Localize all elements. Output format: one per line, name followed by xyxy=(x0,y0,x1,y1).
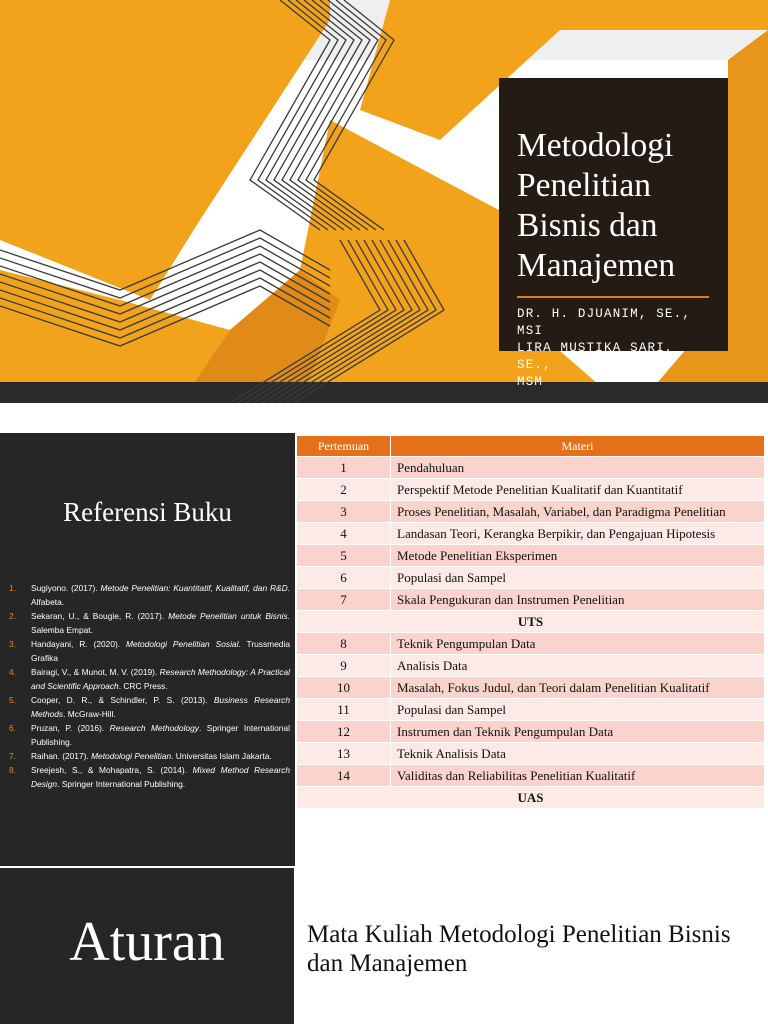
reference-item xyxy=(9,749,290,763)
author-list xyxy=(517,306,710,391)
reference-text xyxy=(31,637,290,665)
reference-authors: Sreejesh, S., & Mohapatra, S. (2014). xyxy=(31,765,193,775)
material-cell: Populasi dan Sampel xyxy=(391,567,765,589)
reference-text xyxy=(31,749,290,763)
table-header-row xyxy=(297,436,765,457)
meeting-number-cell: 9 xyxy=(297,655,391,677)
reference-book-title: Research Methodology xyxy=(109,723,199,733)
reference-text xyxy=(31,665,290,693)
cover-slide xyxy=(0,0,768,403)
schedule-table xyxy=(296,435,765,809)
reference-number: 7. xyxy=(9,751,16,761)
table-row xyxy=(297,765,765,787)
table-row xyxy=(297,787,765,809)
author-line: MSM xyxy=(517,375,544,389)
table-row xyxy=(297,479,765,501)
meeting-number-cell: 1 xyxy=(297,457,391,479)
meeting-number-cell: 3 xyxy=(297,501,391,523)
reference-authors: Sekaran, U., & Bougie, R. (2017). xyxy=(31,611,169,621)
meeting-number-cell: 14 xyxy=(297,765,391,787)
table-row xyxy=(297,633,765,655)
material-cell: Teknik Pengumpulan Data xyxy=(391,633,765,655)
material-cell: Analisis Data xyxy=(391,655,765,677)
reference-item xyxy=(9,665,290,693)
reference-item xyxy=(9,609,290,637)
schedule-table-wrapper xyxy=(296,435,765,809)
reference-text xyxy=(31,763,290,791)
reference-item xyxy=(9,693,290,721)
reference-number: 1. xyxy=(9,583,16,593)
title-underline xyxy=(517,296,709,298)
table-row xyxy=(297,611,765,633)
reference-book-title: Metode Penelitian untuk Bisnis xyxy=(168,611,288,621)
reference-publisher: . Trussmedia Grafika xyxy=(31,639,290,663)
reference-item xyxy=(9,721,290,749)
reference-number: 4. xyxy=(9,667,16,677)
reference-publisher: . CRC Press. xyxy=(118,681,168,691)
meeting-number-cell: 7 xyxy=(297,589,391,611)
schedule-table-body xyxy=(297,457,765,809)
material-cell: Perspektif Metode Penelitian Kualitatif dan Kuantitatif xyxy=(391,479,765,501)
meeting-number-cell: 13 xyxy=(297,743,391,765)
meeting-number-cell: 8 xyxy=(297,633,391,655)
reference-book-title: Metodologi Penelitian xyxy=(91,751,172,761)
reference-item xyxy=(9,763,290,791)
material-cell: Teknik Analisis Data xyxy=(391,743,765,765)
meeting-number-cell: 5 xyxy=(297,545,391,567)
material-cell: Skala Pengukuran dan Instrumen Penelitian xyxy=(391,589,765,611)
reference-publisher: . Springer International Publishing. xyxy=(57,779,186,789)
reference-book-title: Mixed Method Research Design xyxy=(31,765,291,789)
reference-book-title: Metode Penelitian: Kuantitatif, Kualitatif, dan R&D xyxy=(100,583,288,593)
table-row xyxy=(297,589,765,611)
title-box xyxy=(499,78,728,389)
aturan-title: Aturan xyxy=(69,911,225,973)
table-row xyxy=(297,501,765,523)
reference-number: 3. xyxy=(9,639,16,649)
meeting-number-cell: 11 xyxy=(297,699,391,721)
author-line: DR. H. DJUANIM, SE., MSI xyxy=(517,307,692,338)
material-cell: Metode Penelitian Eksperimen xyxy=(391,545,765,567)
material-cell: Populasi dan Sampel xyxy=(391,699,765,721)
meeting-number-cell: 10 xyxy=(297,677,391,699)
reference-book-title: Business Research Methods xyxy=(31,695,290,719)
reference-authors: Raihan. (2017). xyxy=(31,751,92,761)
reference-item xyxy=(9,637,290,665)
table-row xyxy=(297,545,765,567)
material-cell: Pendahuluan xyxy=(391,457,765,479)
material-cell: Instrumen dan Teknik Pengumpulan Data xyxy=(391,721,765,743)
meeting-number-cell: 6 xyxy=(297,567,391,589)
orange-shape-left xyxy=(0,0,330,300)
reference-text xyxy=(31,721,290,749)
reference-number: 8. xyxy=(9,765,16,775)
reference-book-title: Metodologi Penelitian Sosial xyxy=(126,639,239,649)
table-row xyxy=(297,677,765,699)
material-cell: Proses Penelitian, Masalah, Variabel, dan Paradigma Penelitian xyxy=(391,501,765,523)
table-row xyxy=(297,457,765,479)
reference-number: 5. xyxy=(9,695,16,705)
table-row xyxy=(297,567,765,589)
exam-row-label: UTS xyxy=(297,611,765,633)
exam-row-label: UAS xyxy=(297,787,765,809)
aturan-panel xyxy=(0,868,294,1024)
references-title-text: Referensi Buku xyxy=(63,497,232,527)
reference-publisher: . Salemba Empat. xyxy=(31,611,290,635)
column-header-materi: Materi xyxy=(391,436,765,457)
aturan-course-name: Mata Kuliah Metodologi Penelitian Bisnis dan Manajemen xyxy=(307,921,731,977)
reference-publisher: . Springer International Publishing. xyxy=(31,723,290,747)
references-title xyxy=(0,497,295,528)
references-list xyxy=(9,581,290,791)
author-line: LIRA MUSTIKA SARI, SE., xyxy=(517,341,674,372)
reference-authors: Cooper, D. R., & Schindler, P. S. (2013). xyxy=(31,695,214,705)
reference-book-title: Research Methodology: A Practical and Scientific Approach xyxy=(31,667,291,691)
reference-text xyxy=(31,609,290,637)
meeting-number-cell: 4 xyxy=(297,523,391,545)
reference-text xyxy=(31,581,290,609)
reference-authors: Pruzan, P. (2016). xyxy=(31,723,110,733)
reference-text xyxy=(31,693,290,721)
reference-publisher: . Universitas Islam Jakarta. xyxy=(171,751,272,761)
material-cell: Masalah, Fokus Judul, dan Teori dalam Penelitian Kualitatif xyxy=(391,677,765,699)
material-cell: Landasan Teori, Kerangka Berpikir, dan Pengajuan Hipotesis xyxy=(391,523,765,545)
reference-number: 2. xyxy=(9,611,16,621)
reference-number: 6. xyxy=(9,723,16,733)
column-header-pertemuan: Pertemuan xyxy=(297,436,391,457)
meeting-number-cell: 12 xyxy=(297,721,391,743)
table-row xyxy=(297,721,765,743)
reference-authors: Handayani, R. (2020). xyxy=(31,639,127,649)
reference-authors: Bairagi, V., & Munot, M. V. (2019). xyxy=(31,667,160,677)
reference-publisher: . Alfabeta. xyxy=(31,583,290,607)
references-panel xyxy=(0,433,295,866)
meeting-number-cell: 2 xyxy=(297,479,391,501)
table-row xyxy=(297,699,765,721)
table-row xyxy=(297,655,765,677)
reference-publisher: . McGraw-Hill. xyxy=(63,709,116,719)
table-row xyxy=(297,743,765,765)
reference-item xyxy=(9,581,290,609)
presentation-title: Metodologi Penelitian Bisnis dan Manajemen xyxy=(517,127,676,284)
material-cell: Validitas dan Reliabilitas Penelitian Kualitatif xyxy=(391,765,765,787)
table-row xyxy=(297,523,765,545)
reference-authors: Sugiyono. (2017). xyxy=(31,583,101,593)
